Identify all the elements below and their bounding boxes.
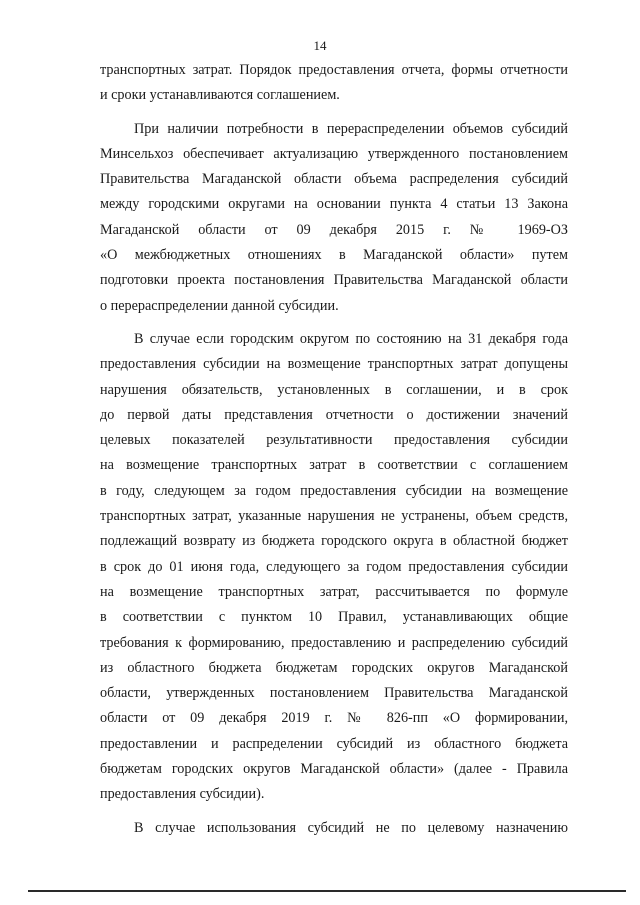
text-line: и сроки устанавливаются соглашением. <box>100 87 340 104</box>
text-line: В случае использования субсидий не по целевому назначению <box>134 819 568 836</box>
text-line: на возмещение транспортных затрат, рассчитывается по формуле <box>100 583 568 600</box>
text-line: транспортных затрат, указанные нарушения не устранены, объем средств, <box>100 508 568 525</box>
text-line: в срок до 01 июня года, следующего за годом предоставления субсидии <box>100 558 568 575</box>
text-line: между городскими округами на основании пункта 4 статьи 13 Закона <box>100 196 568 213</box>
text-line: предоставлении и распределении субсидий из областного бюджета <box>100 735 568 752</box>
paragraph-misuse <box>100 816 568 841</box>
text-line: требования к формированию, предоставлению и распределению субсидий <box>100 634 568 651</box>
text-line: «О межбюджетных отношениях в Магаданской области» путем <box>100 247 568 264</box>
paragraph-subsidy-redistribution <box>100 117 568 319</box>
text-line: бюджетам городских округов Магаданской области» (далее - Правила <box>100 761 568 778</box>
text-line: подготовки проекта постановления Правительства Магаданской области <box>100 272 568 289</box>
text-line: на возмещение транспортных затрат в соответствии с соглашением <box>100 457 568 474</box>
text-line: Магаданской области от 09 декабря 2015 г. № 1969-ОЗ <box>100 221 568 238</box>
text-line: до первой даты представления отчетности о достижении значений <box>100 406 568 423</box>
text-line: предоставления субсидии). <box>100 786 265 803</box>
paragraph-refund-conditions <box>100 327 568 808</box>
page-number: 14 <box>313 38 327 53</box>
text-line: При наличии потребности в перераспределении объемов субсидий <box>134 120 568 137</box>
text-line: области от 09 декабря 2019 г. № 826-пп «О формировании, <box>100 710 568 727</box>
paragraph-reporting-terms <box>100 58 568 109</box>
text-line: области, утвержденных постановлением Правительства Магаданской <box>100 685 568 702</box>
text-line: В случае если городским округом по состоянию на 31 декабря года <box>134 330 568 347</box>
bottom-scan-edge <box>28 890 626 892</box>
text-line: в соответствии с пунктом 10 Правил, устанавливающих общие <box>100 609 568 626</box>
text-line: предоставления субсидии на возмещение транспортных затрат допущены <box>100 356 568 373</box>
text-line: Правительства Магаданской области объема распределения субсидий <box>100 171 568 188</box>
text-line: из областного бюджета бюджетам городских округов Магаданской <box>100 659 568 676</box>
text-line: Минсельхоз обеспечивает актуализацию утвержденного постановлением <box>100 145 568 162</box>
text-line: о перераспределении данной субсидии. <box>100 297 339 314</box>
text-line: подлежащий возврату из бюджета городского округа в областной бюджет <box>100 533 568 550</box>
text-line: транспортных затрат. Порядок предоставления отчета, формы отчетности <box>100 62 568 78</box>
text-line: нарушения обязательств, установленных в соглашении, и в срок <box>100 381 568 398</box>
text-line: в году, следующем за годом предоставления субсидии на возмещение <box>100 482 568 499</box>
text-line: целевых показателей результативности предоставления субсидии <box>100 432 568 449</box>
document-body <box>100 58 568 841</box>
